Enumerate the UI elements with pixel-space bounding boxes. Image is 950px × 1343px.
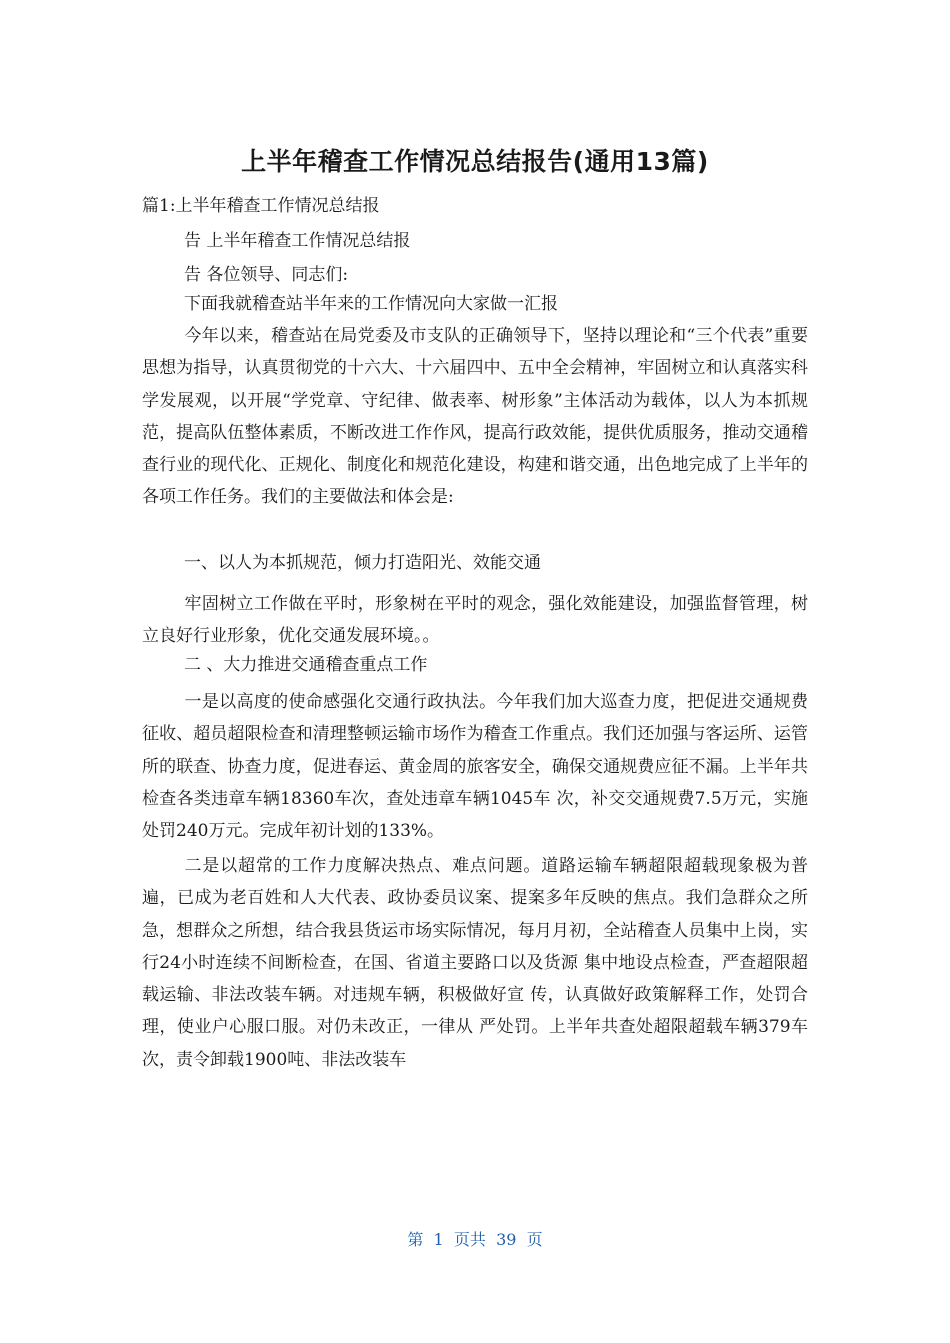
- section-heading: 篇1:上半年稽查工作情况总结报: [142, 196, 380, 216]
- text-line: 告 上半年稽查工作情况总结报: [184, 231, 411, 251]
- text-line: 告 各位领导、同志们:: [184, 265, 349, 285]
- paragraph: 牢固树立工作做在平时，形象树在平时的观念，强化效能建设，加强监督管理，树立良好行业形象，优化交通发展环境。。: [142, 594, 808, 647]
- document-title: 上半年稽查工作情况总结报告(通用13篇): [241, 147, 709, 176]
- text-line: 下面我就稽查站半年来的工作情况向大家做一汇报: [184, 294, 558, 314]
- section-heading: 二 、大力推进交通稽查重点工作: [184, 655, 428, 675]
- paragraph: 今年以来，稽查站在局党委及市支队的正确领导下，坚持以理论和“三个代表”重要思想为指导，认真贯彻党的十六大、十六届四中、五中全会精神，牢固树立和认真落实科学发展观，以开展“学党章、守纪律、做表率、树形象”主体活动为载体，以人为本抓规范，提高队伍整体素质，不断改进工作作风，提高行政效能，提供优质服务，推动交通稽查行业的现代化、正规化、制度化和规范化建设，构建和谐交通，出色地完成了上半年的各项工作任务。我们的主要做法和体会是:: [142, 326, 808, 508]
- paragraph: 二是以超常的工作力度解决热点、难点问题。道路运输车辆超限超载现象极为普遍，已成为老百姓和人大代表、政协委员议案、提案多年反映的焦点。我们急群众之所急，想群众之所想，结合我县货运市场实际情况，每月月初，全站稽查人员集中上岗，实行24小时连续不间断检查，在国、省道主要路口以及货源 集中地设点检查，严查超限超载运输、非法改装车辆。对违规车辆，积极做好宣 传，认真做好政策解释工作，处罚合理，使业户心服口服。对仍未改正，一律从 严处罚。上半年共查处超限超载车辆379车次，责令卸载1900吨、非法改装车: [142, 856, 808, 1070]
- section-heading: 一、以人为本抓规范，倾力打造阳光、效能交通: [184, 553, 541, 573]
- paragraph: 一是以高度的使命感强化交通行政执法。今年我们加大巡查力度，把促进交通规费征收、超员超限检查和清理整顿运输市场作为稽查工作重点。我们还加强与客运所、运管所的联查、协查力度，促进春运、黄金周的旅客安全，确保交通规费应征不漏。上半年共检查各类违章车辆18360车次，查处违章车辆1045车 次，补交交通规费7.5万元，实施处罚240万元。完成年初计划的133%。: [142, 692, 809, 842]
- page-indicator: 第 1 页共 39 页: [407, 1230, 543, 1249]
